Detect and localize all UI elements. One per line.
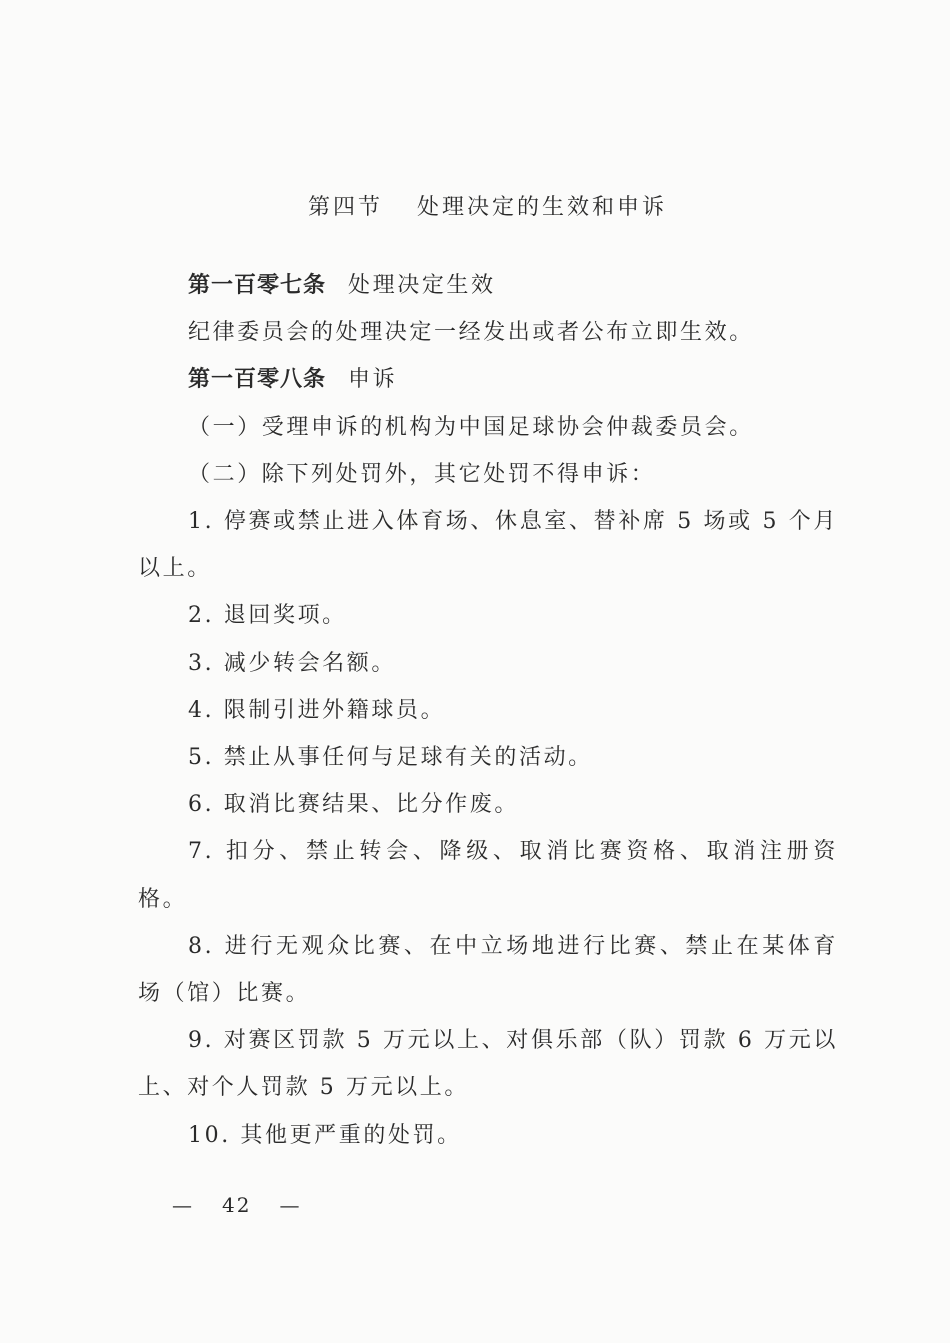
document-body (138, 262, 838, 1159)
section-title (0, 190, 950, 221)
article-heading (138, 262, 838, 309)
list-item: 6. 取消比赛结果、比分作废。 (188, 792, 519, 818)
list-item: 4. 限制引进外籍球员。 (188, 697, 446, 723)
list-item: 9. 对赛区罚款 5 万元以上、对俱乐部（队）罚款 6 万元以上、对个人罚款 5 万元以上。 (138, 1028, 838, 1101)
section-heading: 处理决定的生效和申诉 (417, 195, 668, 220)
article-number: 第一百零八条 (188, 367, 327, 393)
article-heading (138, 356, 838, 403)
dash-left: — (172, 1193, 194, 1217)
page-number-value: 42 (222, 1193, 252, 1217)
list-item: 3. 减少转会名额。 (188, 650, 396, 676)
paragraph: 纪律委员会的处理决定一经发出或者公布立即生效。 (188, 320, 754, 346)
article-title: 申诉 (348, 367, 398, 393)
list-item: 1. 停赛或禁止进入体育场、休息室、替补席 5 场或 5 个月以上。 (138, 509, 838, 582)
article-number: 第一百零七条 (188, 273, 327, 298)
list-item: 10. 其他更严重的处罚。 (188, 1122, 462, 1148)
paragraph: （一）受理申诉的机构为中国足球协会仲裁委员会。 (188, 414, 754, 440)
list-item: 7. 扣分、禁止转会、降级、取消比赛资格、取消注册资格。 (138, 839, 838, 912)
dash-right: — (279, 1193, 302, 1217)
section-label: 第四节 (307, 195, 383, 220)
list-item: 2. 退回奖项。 (188, 603, 347, 629)
page-number (158, 1193, 315, 1217)
list-item: 8. 进行无观众比赛、在中立场地进行比赛、禁止在某体育场（馆）比赛。 (138, 933, 838, 1007)
paragraph: （二）除下列处罚外，其它处罚不得申诉： (188, 461, 656, 487)
article-title: 处理决定生效 (348, 273, 496, 298)
list-item: 5. 禁止从事任何与足球有关的活动。 (188, 745, 593, 771)
